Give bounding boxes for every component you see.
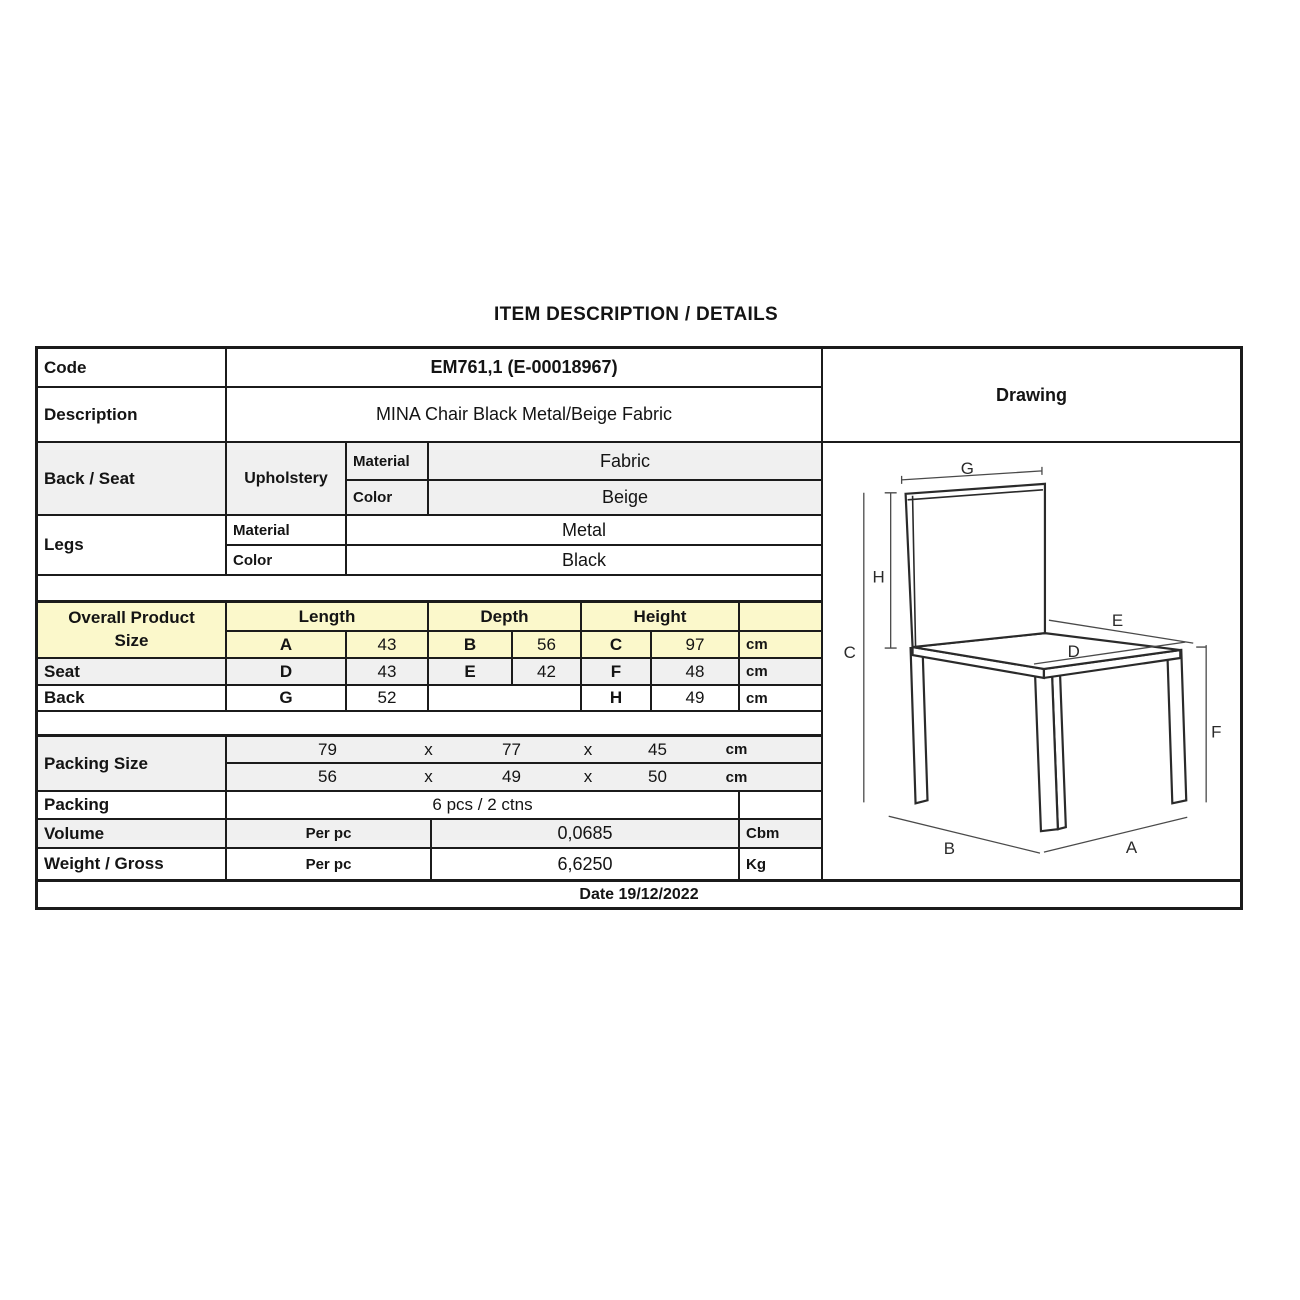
dim-line-h (885, 493, 897, 648)
seat-dim-d: D (225, 657, 345, 684)
volume-value: 0,0685 (430, 818, 738, 847)
dim-label-d: D (1067, 642, 1080, 662)
dim-label-g: G (960, 458, 974, 478)
spacer-row (38, 710, 821, 734)
code-value: EM761,1 (E-00018967) (225, 349, 821, 386)
weight-value: 6,6250 (430, 847, 738, 879)
seat-dim-e: E (427, 657, 511, 684)
legs-color-value: Black (345, 544, 821, 574)
back-row-label: Back (38, 684, 225, 710)
dim-label-b: B (943, 839, 956, 859)
legs-label: Legs (38, 514, 225, 574)
overall-dim-c: C (580, 630, 650, 657)
col-header-height: Height (580, 600, 738, 630)
back-dim-g: G (225, 684, 345, 710)
overall-dim-a: A (225, 630, 345, 657)
weight-per-pc: Per pc (225, 847, 430, 879)
packing-unit-blank (738, 790, 821, 818)
back-dim-g-value: 52 (345, 684, 427, 710)
chair-drawing (823, 443, 1240, 879)
overall-size-label: Overall Product Size (38, 600, 225, 657)
seat-dim-f: F (580, 657, 650, 684)
legs-material-label: Material (225, 514, 345, 544)
col-header-unit-blank (738, 600, 821, 630)
dim-label-e: E (1111, 611, 1124, 631)
spec-table (35, 346, 1243, 910)
overall-dim-c-value: 97 (650, 630, 738, 657)
legs-material-value: Metal (345, 514, 821, 544)
chair-shape (906, 484, 1187, 831)
dim-label-a: A (1125, 838, 1138, 858)
upholstery-material-value: Fabric (427, 441, 821, 479)
overall-unit: cm (738, 630, 821, 657)
drawing-panel-title: Drawing (821, 349, 1240, 441)
packing-size-line-2: 56 x 49 x 50 cm (225, 762, 821, 790)
dim-label-c: C (843, 643, 856, 663)
volume-unit: Cbm (738, 818, 821, 847)
volume-per-pc: Per pc (225, 818, 430, 847)
legs-color-label: Color (225, 544, 345, 574)
dim-label-h: H (872, 567, 885, 587)
code-label: Code (44, 357, 87, 377)
description-label: Description (38, 386, 225, 441)
packing-label: Packing (38, 790, 225, 818)
seat-dim-e-value: 42 (511, 657, 580, 684)
upholstery-material-label: Material (345, 441, 427, 479)
drawing-panel (821, 441, 1240, 879)
packing-size-label: Packing Size (38, 734, 225, 790)
chair-back-left-leg (911, 647, 928, 803)
back-dim-h: H (580, 684, 650, 710)
packing-size-line-1: 79 x 77 x 45 cm (225, 734, 821, 762)
overall-dim-b-value: 56 (511, 630, 580, 657)
dim-line-b (889, 816, 1040, 853)
overall-dim-b: B (427, 630, 511, 657)
back-dim-h-value: 49 (650, 684, 738, 710)
spacer-row (38, 574, 821, 600)
col-header-length: Length (225, 600, 427, 630)
seat-unit: cm (738, 657, 821, 684)
seat-dim-d-value: 43 (345, 657, 427, 684)
upholstery-color-value: Beige (427, 479, 821, 514)
dim-line-f (1196, 645, 1206, 802)
weight-unit: Kg (738, 847, 821, 879)
volume-label: Volume (38, 818, 225, 847)
seat-row-label: Seat (38, 657, 225, 684)
back-seat-label: Back / Seat (38, 441, 225, 514)
back-unit: cm (738, 684, 821, 710)
page-title: ITEM DESCRIPTION / DETAILS (493, 304, 778, 325)
upholstery-label: Upholstery (225, 441, 345, 514)
chair-right-leg (1167, 650, 1186, 803)
back-depth-blank (427, 684, 580, 710)
overall-dim-a-value: 43 (345, 630, 427, 657)
description-value: MINA Chair Black Metal/Beige Fabric (225, 386, 821, 441)
date-row: Date 19/12/2022 (38, 879, 1240, 907)
weight-label: Weight / Gross (38, 847, 225, 879)
seat-dim-f-value: 48 (650, 657, 738, 684)
chair-backrest (906, 484, 1045, 647)
col-header-depth: Depth (427, 600, 580, 630)
packing-value: 6 pcs / 2 ctns (225, 790, 738, 818)
dim-label-f: F (1211, 722, 1222, 742)
upholstery-color-label: Color (345, 479, 427, 514)
